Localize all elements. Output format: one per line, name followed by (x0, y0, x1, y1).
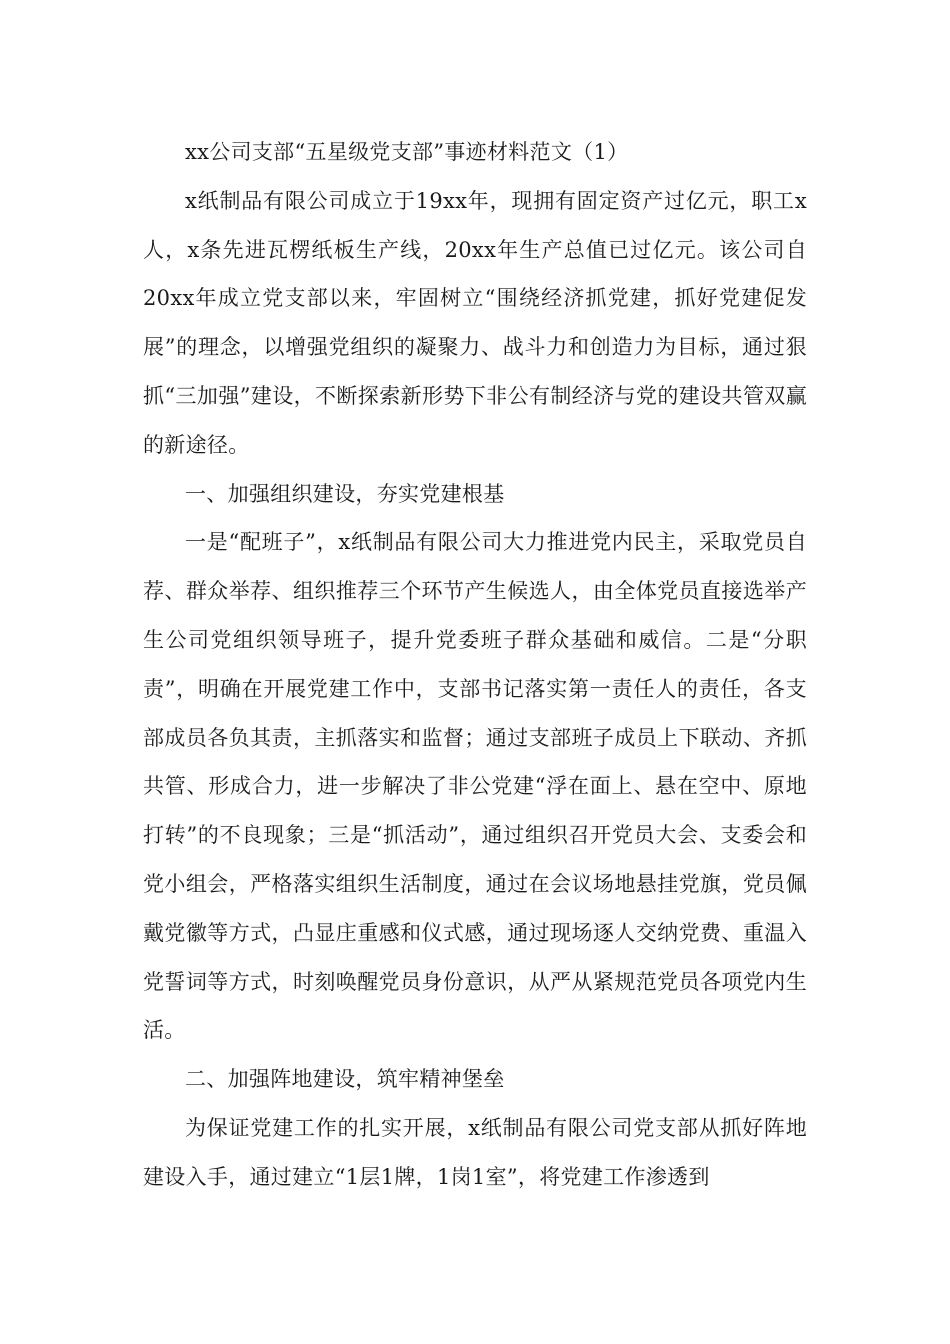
section-heading-organization: 一、加强组织建设，夯实党建根基 (185, 481, 505, 506)
section-heading-position: 二、加强阵地建设，筑牢精神堡垒 (185, 1067, 505, 1092)
paragraph-position-details: 为保证党建工作的扎实开展，x纸制品有限公司党支部从抓好阵地建设入手，通过建立“1层1牌，1岗1室”，将党建工作渗透到 (143, 1115, 807, 1189)
paragraph-organization-details: 一是“配班子”，x纸制品有限公司大力推进党内民主，采取党员自荐、群众举荐、组织推荐三个环节产生候选人，由全体党员直接选举产生公司党组织领导班子，提升党委班子群众基础和威信。二是“分职责”，明确在开展党建工作中，支部书记落实第一责任人的责任，各支部成员各负其责，主抓落实和监督；通过支部班子成员上下联动、齐抓共管、形成合力，进一步解决了非公党建“浮在面上、悬在空中、原地打转”的不良现象；三是“抓活动”，通过组织召开党员大会、支委会和党小组会，严格落实组织生活制度，通过在会议场地悬挂党旗，党员佩戴党徽等方式，凸显庄重感和仪式感，通过现场逐人交纳党费、重温入党誓词等方式，时刻唤醒党员身份意识，从严从紧规范党员各项党内生活。 (143, 530, 807, 1043)
paragraph-company-intro: x纸制品有限公司成立于19xx年，现拥有固定资产过亿元，职工x人，x条先进瓦楞纸板生产线，20xx年生产总值已过亿元。该公司自20xx年成立党支部以来，牢固树立“围绕经济抓党建，抓好党建促发展”的理念，以增强党组织的凝聚力、战斗力和创造力为目标，通过狠抓“三加强”建设，不断探索新形势下非公有制经济与党的建设共管双赢的新途径。 (143, 188, 807, 457)
document-body (143, 128, 807, 1202)
document-title: xx公司支部“五星级党支部”事迹材料范文（1） (185, 140, 629, 164)
